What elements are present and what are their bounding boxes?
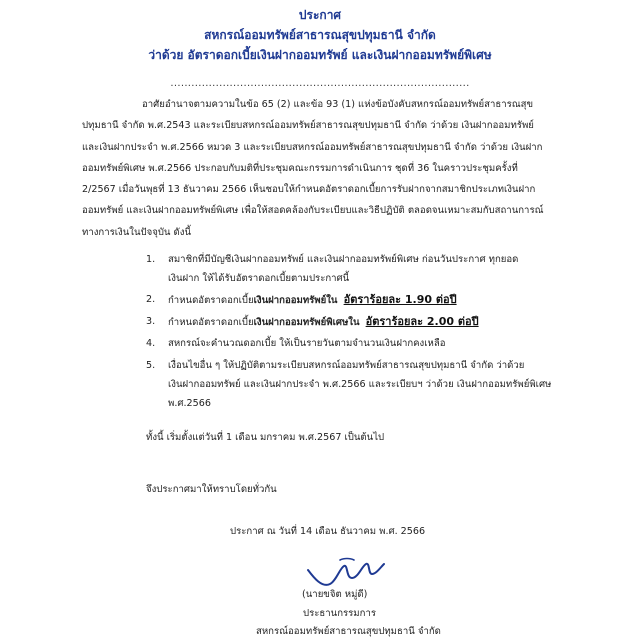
item-number: 2. [146, 294, 156, 305]
intro-line: 2/2567 เมื่อวันพุธที่ 13 ธันวาคม 2566 เห็นชอบให้กำหนดอัตราดอกเบี้ยการรับฝากจากสมาชิกประเภทเงินฝาก [82, 184, 536, 196]
signatory-title: ประธานกรรมการ [303, 608, 376, 619]
item-number: 3. [146, 316, 156, 327]
intro-line: ออมทรัพย์ และเงินฝากออมทรัพย์พิเศษ เพื่อให้สอดคล้องกับระเบียบและวิธีปฏิบัติ ตลอดจนเหมาะสมกับสถานการณ์ [82, 205, 544, 217]
document-subject: ว่าด้วย อัตราดอกเบี้ยเงินฝากออมทรัพย์ และเงินฝากออมทรัพย์พิเศษ [148, 48, 492, 62]
item-number: 4. [146, 338, 156, 349]
intro-line: อาศัยอำนาจตามความในข้อ 65 (2) และข้อ 93 (1) แห่งข้อบังคับสหกรณ์ออมทรัพย์สาธารณสุข [142, 99, 534, 110]
intro-paragraph [82, 94, 552, 243]
item-text: เงื่อนไขอื่น ๆ ให้ปฏิบัติตามระเบียบสหกรณ์ออมทรัพย์สาธารณสุขปทุมธานี จำกัด ว่าด้วย [168, 360, 525, 371]
item-text: เงินฝากออมทรัพย์ และเงินฝากประจำ พ.ศ.2566 และระเบียบฯ ว่าด้วย เงินฝากออมทรัพย์พิเศษ [168, 379, 552, 390]
separator-dots: ...................................................................................... [170, 78, 470, 89]
document-title: ประกาศ [298, 8, 342, 22]
signatory-name: (นายขจิต หมู่ดี) [302, 589, 368, 600]
notice-text: จึงประกาศมาให้ทราบโดยทั่วกัน [146, 484, 277, 495]
special-savings-rate: อัตราร้อยละ 2.00 ต่อปี [365, 315, 479, 328]
organization-name: สหกรณ์ออมทรัพย์สาธารณสุขปทุมธานี จำกัด [204, 28, 436, 42]
item-number: 5. [146, 360, 156, 371]
item-text: เงินฝาก ให้ได้รับอัตราดอกเบี้ยตามประกาศนี้ [168, 273, 350, 284]
savings-rate: อัตราร้อยละ 1.90 ต่อปี [343, 293, 457, 306]
intro-line: ทางการเงินในปัจจุบัน ดังนี้ [82, 226, 192, 238]
item-text: สหกรณ์จะคำนวณดอกเบี้ย ให้เป็นรายวันตามจำนวนเงินฝากคงเหลือ [168, 338, 446, 349]
item-text: สมาชิกที่มีบัญชีเงินฝากออมทรัพย์ และเงินฝากออมทรัพย์พิเศษ ก่อนวันประกาศ ทุกยอด [168, 254, 519, 265]
item-prefix: กำหนดอัตราดอกเบี้ย [168, 317, 254, 328]
item-bold-text: เงินฝากออมทรัพย์พิเศษใน [253, 317, 360, 328]
item-number: 1. [146, 254, 156, 265]
intro-line: ปทุมธานี จำกัด พ.ศ.2543 และระเบียบสหกรณ์ออมทรัพย์สาธารณสุขปทุมธานี จำกัด ว่าด้วย เงินฝากออมทรัพย์ [82, 120, 534, 132]
intro-line: และเงินฝากประจำ พ.ศ.2566 หมวด 3 และระเบียบสหกรณ์ออมทรัพย์สาธารณสุขปทุมธานี จำกัด ว่าด้วย เงินฝาก [82, 141, 543, 153]
effective-date: ทั้งนี้ เริ่มตั้งแต่วันที่ 1 เดือน มกราคม พ.ศ.2567 เป็นต้นไป [146, 432, 385, 443]
intro-line: ออมทรัพย์พิเศษ พ.ศ.2566 ประกอบกับมติที่ประชุมคณะกรรมการดำเนินการ ชุดที่ 36 ในคราวประชุมครั้งที่ [82, 162, 518, 174]
item-text: พ.ศ.2566 [168, 398, 211, 409]
signatory-organization: สหกรณ์ออมทรัพย์สาธารณสุขปทุมธานี จำกัด [256, 626, 441, 637]
announcement-date: ประกาศ ณ วันที่ 14 เดือน ธันวาคม พ.ศ. 2566 [230, 526, 426, 537]
item-prefix: กำหนดอัตราดอกเบี้ย [168, 295, 254, 306]
item-bold-text: เงินฝากออมทรัพย์ใน [253, 295, 338, 306]
